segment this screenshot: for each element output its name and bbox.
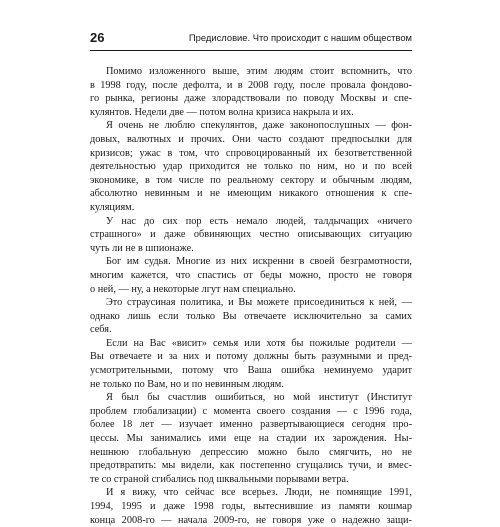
text-line: те со страной сгибались под шквальными порывами ветра. — [90, 473, 349, 485]
paragraph — [90, 255, 412, 296]
text-line: довых, валютных и прочих. Они часто создают предпосылки для — [90, 133, 412, 145]
paragraph — [90, 337, 412, 391]
text-line: усмотрительными, потому что Ваша ошибка неминуемо ударит — [90, 365, 412, 377]
text-line: о ней, — ну, а некоторые лгут нам специально. — [90, 283, 296, 295]
paragraph — [90, 215, 412, 256]
text-line: нешнюю глобальную депрессию можно было смягчить, но не — [90, 446, 412, 458]
text-line: страшного» и даже обвиняющих честно описывающих ситуацию — [90, 229, 412, 241]
text-line: Бог им судья. Многие из них искренни в своей безграмотности, — [106, 256, 412, 268]
text-line: однако лишь если только Вы отвечаете исключительно за самих — [90, 310, 412, 322]
text-line: Я очень не люблю спекулянтов, даже законопослушных — фон- — [106, 120, 412, 132]
text-line: чуть ли не в шпионаже. — [90, 242, 194, 254]
text-line: абсолютно невинным и не имеющим никакого отношения к спе- — [90, 188, 412, 200]
text-line: деятельностью удар приходится не только по ним, но и по всей — [90, 161, 412, 173]
page-number: 26 — [90, 30, 105, 45]
text-line: экономике, в том числе по реальному сектору и обычным людям, — [90, 174, 412, 186]
paragraph — [90, 391, 412, 486]
text-line: Вы отвечаете и за них и потому должны быть разумными и пред- — [90, 351, 412, 363]
header-divider — [90, 50, 412, 51]
paragraph — [90, 486, 412, 527]
text-line: Если на Вас «висит» семья или хотя бы пожилые родители — — [106, 337, 412, 349]
text-line: проблем глобализации) с момента своего создания — с 1996 года, — [90, 405, 412, 417]
text-line: в 1998 году, после дефолта, и в 2008 году, после провала фондово- — [90, 79, 412, 91]
text-line: го рынка, регионы даже злорадствовали по поводу Москвы и спе- — [90, 93, 412, 105]
body-text — [90, 65, 412, 527]
text-line: конца 2008-го — начала 2009-го, не говоря уже о надежно защи- — [90, 514, 412, 526]
text-line: цессы. Мы занимались ими еще на стадии их зарождения. Ны- — [90, 433, 412, 445]
text-line: не только по Вам, но и по невинным людям. — [90, 378, 284, 390]
page-header — [90, 30, 412, 50]
paragraph — [90, 296, 412, 337]
text-line: себя. — [90, 324, 112, 336]
text-line: более 18 лет — изучает именно развертывающиеся сегодня про- — [90, 419, 412, 431]
text-line: 1994, 1995 и даже 1998 годы, вытеснившие из памяти кошмар — [90, 501, 412, 512]
paragraph — [90, 65, 412, 119]
text-line: многим кажется, что спастись от беды можно, просто не говоря — [90, 269, 412, 281]
running-head: Предисловие. Что происходит с нашим обществом — [188, 32, 412, 43]
paragraph — [90, 119, 412, 214]
text-line: кулянтов. Недели две — потом волна кризиса накрыла и их. — [90, 106, 354, 118]
text-line: предотвратить: мы видели, как постепенно сгущались тучи, и вмес- — [90, 460, 412, 472]
text-line: И я вижу, что сейчас все всерьез. Люди, не помнящие 1991, — [106, 487, 412, 499]
text-line: кризисов; ужас в том, что спровоцированный их безответственной — [90, 147, 412, 159]
text-line: Это страусиная политика, и Вы можете присоединиться к ней, — — [106, 297, 412, 309]
text-line: Я был бы счастлив ошибиться, но мой институт (Институт — [106, 392, 412, 404]
text-line: У нас до сих пор есть немало людей, талдычащих «ничего — [106, 215, 412, 227]
text-line: Помимо изложенного выше, этим людям стоит вспомнить, что — [106, 66, 412, 77]
text-line: куляциям. — [90, 201, 135, 213]
